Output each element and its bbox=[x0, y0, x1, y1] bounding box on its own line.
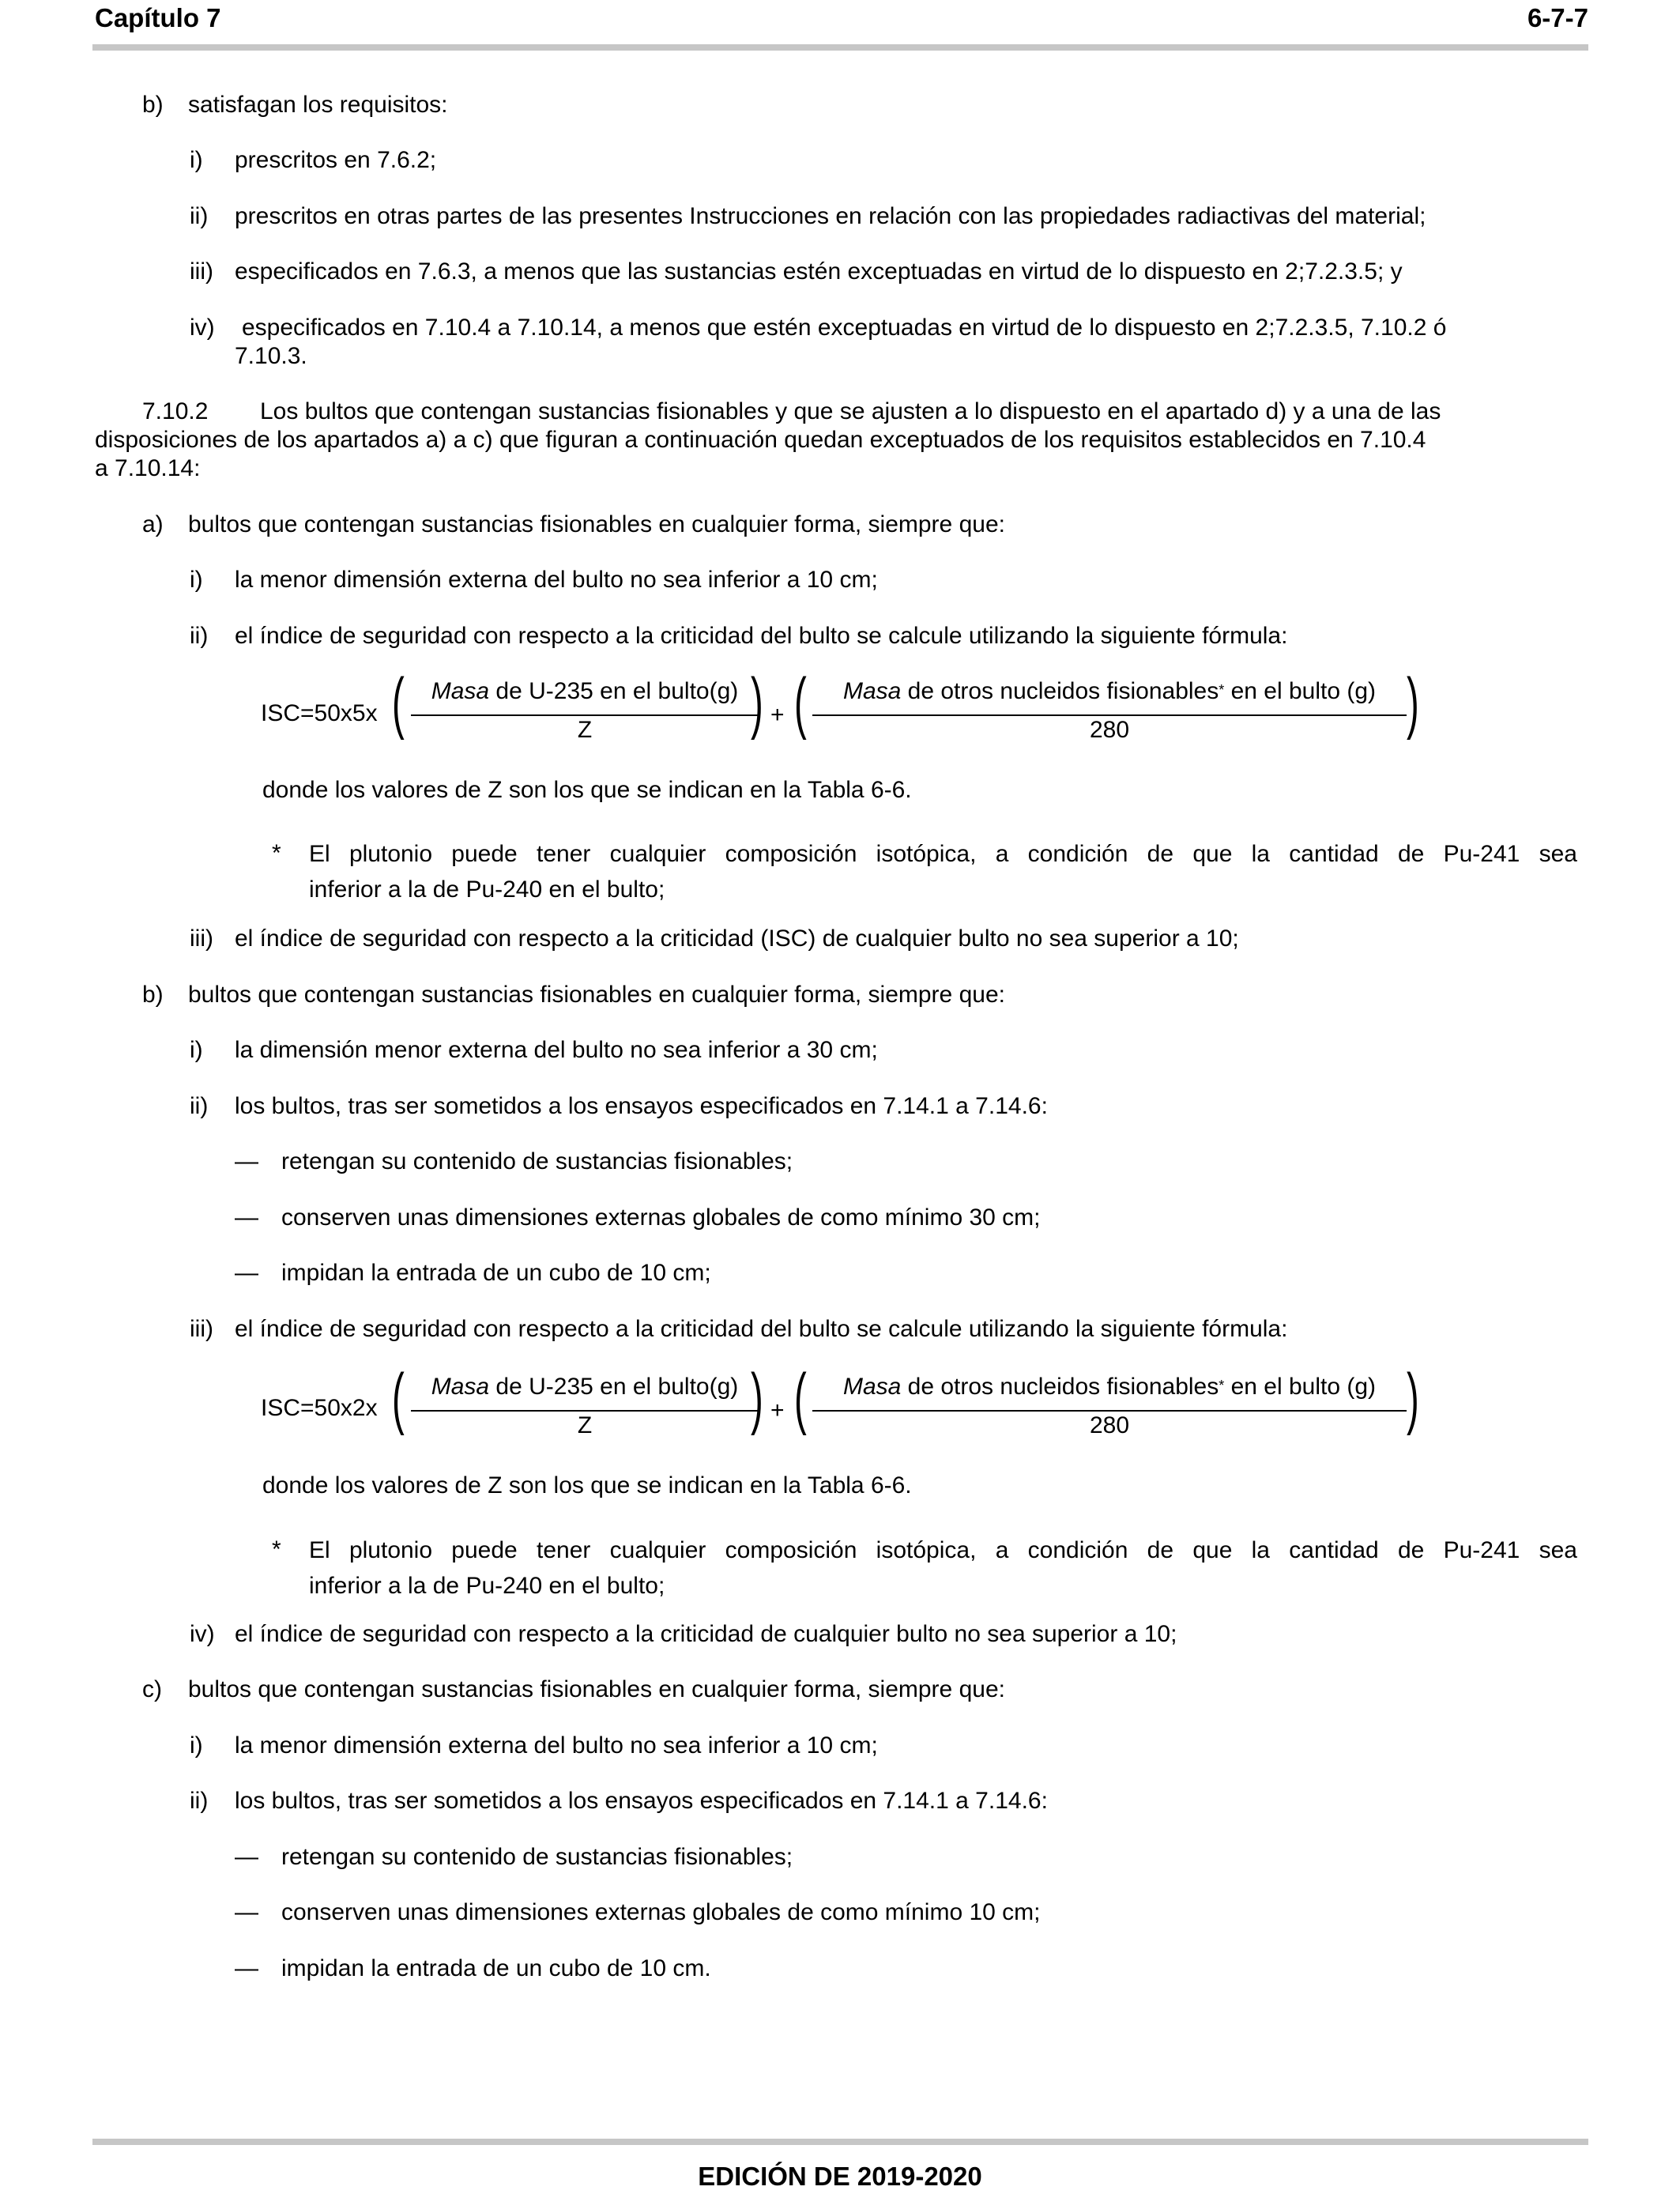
list-item-text: el índice de seguridad con respecto a la criticidad del bulto se calcule utilizando la siguiente fórmula: bbox=[235, 623, 1288, 649]
formula-close-paren: ) bbox=[1407, 1360, 1419, 1436]
formula-open-paren: ( bbox=[392, 665, 405, 741]
paragraph-number: 7.10.2 bbox=[142, 398, 209, 424]
list-item-text: bultos que contengan sustancias fisionables en cualquier forma, siempre que: bbox=[188, 511, 1005, 537]
list-item-text: retengan su contenido de sustancias fisionables; bbox=[281, 1844, 793, 1870]
formula-numerator: Masa de U-235 en el bulto(g) bbox=[431, 678, 739, 704]
list-item-text: la menor dimensión externa del bulto no sea inferior a 10 cm; bbox=[235, 567, 878, 593]
list-item-text: retengan su contenido de sustancias fisionables; bbox=[281, 1148, 793, 1174]
header-rule bbox=[92, 44, 1588, 51]
footnote-marker: * bbox=[272, 1536, 281, 1563]
formula-denominator: Z bbox=[577, 717, 593, 743]
paragraph-text: disposiciones de los apartados a) a c) que figuran a continuación quedan exceptuados de los requisitos establecidos en 7.10.4 bbox=[95, 427, 1426, 453]
list-marker: i) bbox=[190, 1037, 203, 1063]
list-item-text: especificados en 7.6.3, a menos que las sustancias estén exceptuadas en virtud de lo dispuesto en 2;7.2.3.5; y bbox=[235, 258, 1403, 285]
list-marker: iii) bbox=[190, 1316, 213, 1342]
list-marker: iii) bbox=[190, 925, 213, 952]
list-marker: i) bbox=[190, 1732, 203, 1759]
chapter-title: Capítulo 7 bbox=[95, 3, 221, 32]
formula-close-paren: ) bbox=[751, 1360, 763, 1436]
list-item-text: el índice de seguridad con respecto a la criticidad de cualquier bulto no sea superior a 10; bbox=[235, 1621, 1177, 1647]
formula-lhs: ISC=50x2x bbox=[261, 1395, 378, 1421]
list-marker: ii) bbox=[190, 203, 209, 229]
list-item-text: prescritos en otras partes de las presentes Instrucciones en relación con las propiedades radiactivas del material; bbox=[235, 203, 1426, 229]
formula-plus: + bbox=[770, 702, 785, 728]
page-number: 6-7-7 bbox=[1527, 3, 1588, 32]
list-marker: i) bbox=[190, 147, 203, 173]
list-item-text: satisfagan los requisitos: bbox=[188, 92, 448, 118]
list-item-text: impidan la entrada de un cubo de 10 cm; bbox=[281, 1260, 711, 1286]
list-marker: c) bbox=[142, 1676, 162, 1702]
footer-rule bbox=[92, 2139, 1588, 2145]
formula-numerator: Masa de U-235 en el bulto(g) bbox=[431, 1374, 739, 1400]
formula-note: donde los valores de Z son los que se indican en la Tabla 6-6. bbox=[262, 1472, 912, 1498]
list-item-text: especificados en 7.10.4 a 7.10.14, a menos que estén exceptuadas en virtud de lo dispuesto en 2;7.2.3.5, 7.10.2 ó bbox=[242, 315, 1447, 341]
formula-numerator: Masa de otros nucleidos fisionables* en el bulto (g) bbox=[842, 1374, 1377, 1400]
list-item-text: el índice de seguridad con respecto a la criticidad (ISC) de cualquier bulto no sea superior a 10; bbox=[235, 925, 1239, 952]
formula-note: donde los valores de Z son los que se indican en la Tabla 6-6. bbox=[262, 777, 912, 803]
formula-denominator: 280 bbox=[1089, 717, 1130, 743]
list-item-text: impidan la entrada de un cubo de 10 cm. bbox=[281, 1955, 711, 1981]
dash-marker: — bbox=[235, 1260, 258, 1286]
list-item-text: prescritos en 7.6.2; bbox=[235, 147, 437, 173]
dash-marker: — bbox=[235, 1844, 258, 1870]
dash-marker: — bbox=[235, 1955, 258, 1981]
paragraph-text: Los bultos que contengan sustancias fisionables y que se ajusten a lo dispuesto en el apartado d) y a una de las bbox=[260, 398, 1441, 424]
list-marker: iii) bbox=[190, 258, 213, 285]
list-marker: i) bbox=[190, 567, 203, 593]
list-item-text: conserven unas dimensiones externas globales de como mínimo 10 cm; bbox=[281, 1899, 1041, 1925]
list-marker: ii) bbox=[190, 1788, 209, 1814]
list-item-text: el índice de seguridad con respecto a la criticidad del bulto se calcule utilizando la siguiente fórmula: bbox=[235, 1316, 1288, 1342]
dash-marker: — bbox=[235, 1204, 258, 1231]
paragraph-text: a 7.10.14: bbox=[95, 455, 201, 481]
formula-lhs: ISC=50x5x bbox=[261, 700, 378, 726]
list-item-text: bultos que contengan sustancias fisionables en cualquier forma, siempre que: bbox=[188, 982, 1005, 1008]
dash-marker: — bbox=[235, 1148, 258, 1174]
formula-close-paren: ) bbox=[1407, 665, 1419, 741]
formula-close-paren: ) bbox=[751, 665, 763, 741]
list-item-text: los bultos, tras ser sometidos a los ensayos especificados en 7.14.1 a 7.14.6: bbox=[235, 1093, 1048, 1119]
footnote-text: El plutonio puede tener cualquier composición isotópica, a condición de que la cantidad de Pu-241 sea inferior a la de Pu-240 en el bulto; bbox=[309, 841, 1577, 903]
list-marker: b) bbox=[142, 92, 164, 118]
formula-open-paren: ( bbox=[392, 1360, 405, 1436]
list-item-text: 7.10.3. bbox=[235, 343, 307, 369]
formula-open-paren: ( bbox=[794, 1360, 807, 1436]
dash-marker: — bbox=[235, 1899, 258, 1925]
formula-open-paren: ( bbox=[794, 665, 807, 741]
formula-denominator: Z bbox=[577, 1412, 593, 1438]
formula-numerator: Masa de otros nucleidos fisionables* en el bulto (g) bbox=[842, 678, 1377, 704]
footnote-text: El plutonio puede tener cualquier composición isotópica, a condición de que la cantidad de Pu-241 sea inferior a la de Pu-240 en el bulto; bbox=[309, 1537, 1577, 1599]
footnote-marker: * bbox=[272, 840, 281, 866]
list-item-text: los bultos, tras ser sometidos a los ensayos especificados en 7.14.1 a 7.14.6: bbox=[235, 1788, 1048, 1814]
list-marker: a) bbox=[142, 511, 164, 537]
formula-plus: + bbox=[770, 1397, 785, 1423]
edition-footer: EDICIÓN DE 2019-2020 bbox=[698, 2162, 982, 2191]
list-item-text: la menor dimensión externa del bulto no sea inferior a 10 cm; bbox=[235, 1732, 878, 1759]
list-item-text: conserven unas dimensiones externas globales de como mínimo 30 cm; bbox=[281, 1204, 1041, 1231]
formula-denominator: 280 bbox=[1089, 1412, 1130, 1438]
list-item-text: la dimensión menor externa del bulto no sea inferior a 30 cm; bbox=[235, 1037, 878, 1063]
list-marker: iv) bbox=[190, 1621, 215, 1647]
list-marker: b) bbox=[142, 982, 164, 1008]
list-marker: iv) bbox=[190, 315, 215, 341]
list-marker: ii) bbox=[190, 623, 209, 649]
list-item-text: bultos que contengan sustancias fisionables en cualquier forma, siempre que: bbox=[188, 1676, 1005, 1702]
list-marker: ii) bbox=[190, 1093, 209, 1119]
